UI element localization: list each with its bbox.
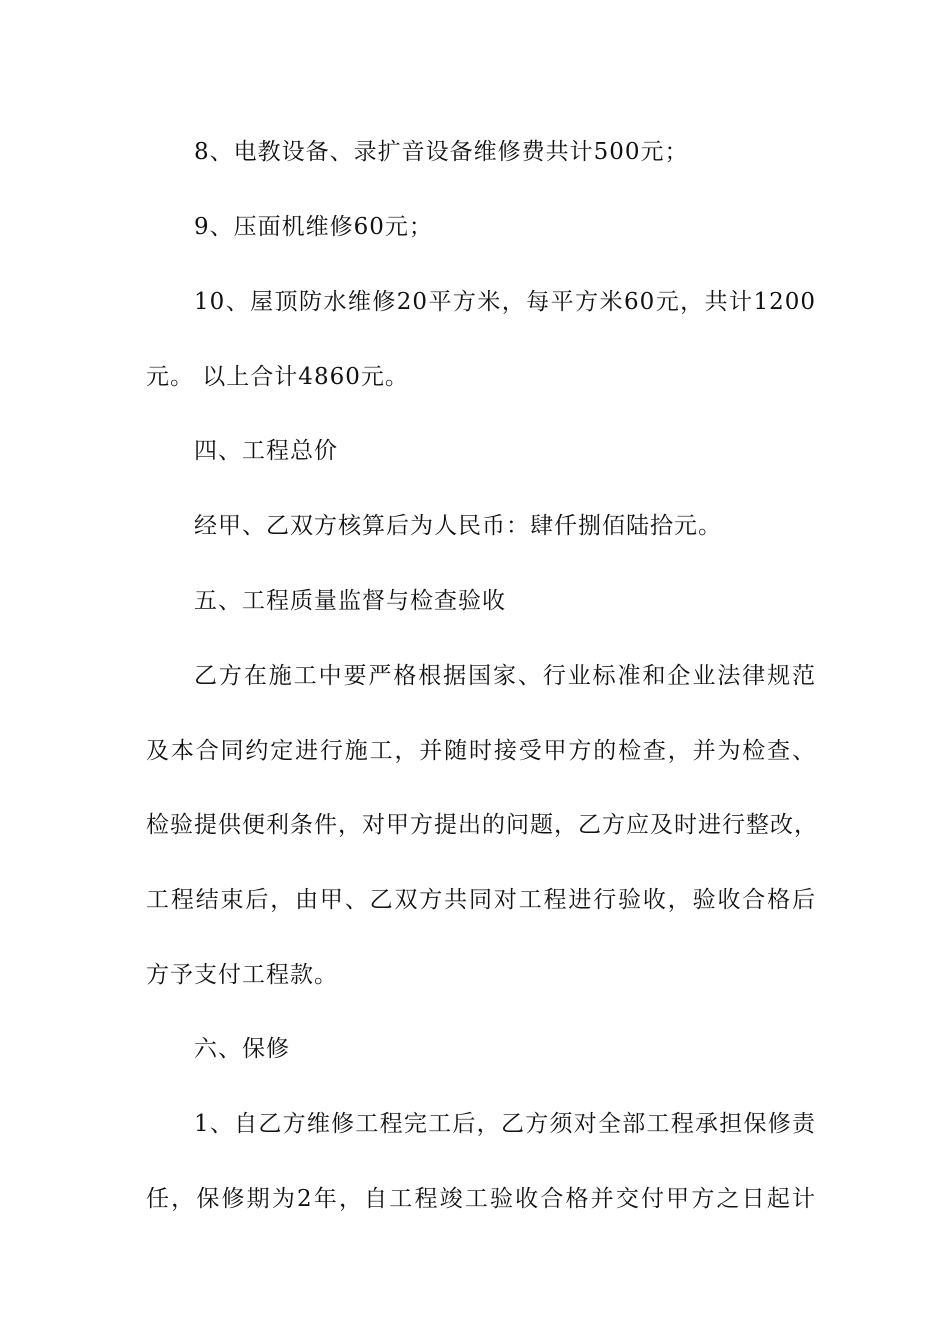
- text-line-quality-1: 乙方在施工中要严格根据国家、行业标准和企业法律规范: [194, 663, 816, 689]
- text-line-total-price: 经甲、乙双方核算后为人民币：肆仟捌佰陆拾元。: [194, 513, 722, 539]
- text-line-total: 元。 以上合计4860元。: [146, 364, 409, 390]
- section-heading-5: 五、工程质量监督与检查验收: [194, 588, 506, 614]
- text-line-quality-2: 及本合同约定进行施工，并随时接受甲方的检查，并为检查、: [146, 738, 816, 764]
- text-line-quality-3: 检验提供便利条件，对甲方提出的问题，乙方应及时进行整改，: [146, 812, 818, 838]
- text-line-quality-5: 方予支付工程款。: [146, 962, 338, 988]
- text-line-warranty-2: 任，保修期为2年，自工程竣工验收合格并交付甲方之日起计: [146, 1186, 816, 1212]
- section-heading-4: 四、工程总价: [194, 438, 338, 464]
- text-line-item-9: 9、压面机维修60元；: [194, 214, 433, 240]
- text-line-quality-4: 工程结束后，由甲、乙双方共同对工程进行验收，验收合格后: [146, 887, 816, 913]
- section-heading-6: 六、保修: [194, 1036, 290, 1062]
- text-line-item-8: 8、电教设备、录扩音设备维修费共计500元；: [194, 139, 689, 165]
- text-line-item-10: 10、屋顶防水维修20平方米，每平方米60元，共计1200: [194, 289, 816, 315]
- text-line-warranty-1: 1、自乙方维修工程完工后，乙方须对全部工程承担保修责: [194, 1111, 816, 1137]
